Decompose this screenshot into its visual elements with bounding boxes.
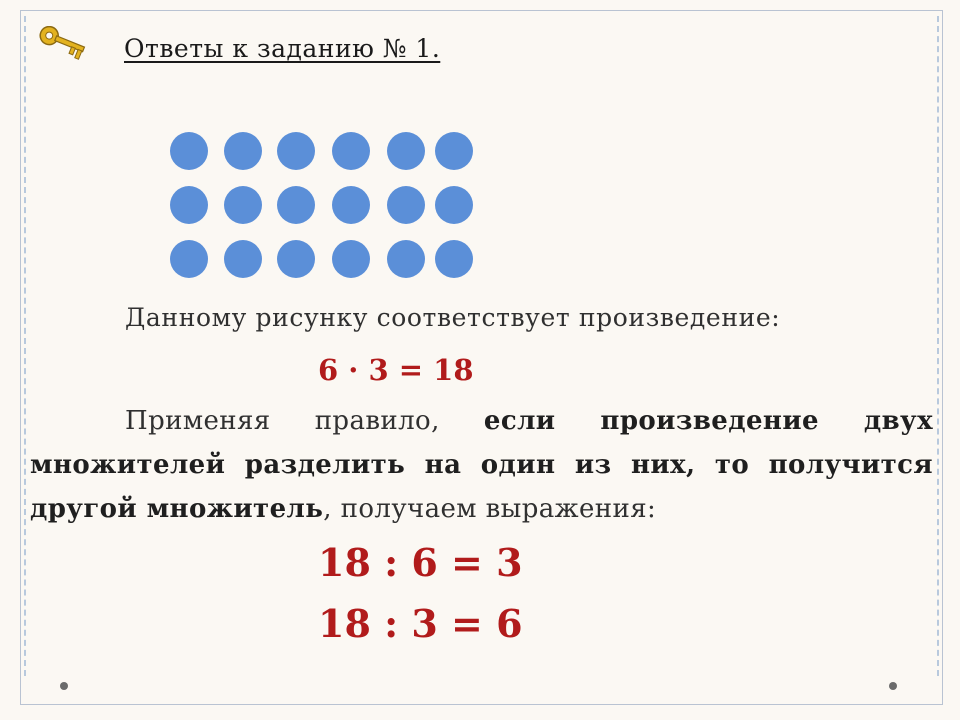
answer-expression-2: 18 : 3 = 6 — [318, 601, 523, 646]
left-dashed-border — [24, 16, 26, 676]
dot — [277, 186, 315, 224]
key-icon — [34, 26, 90, 62]
dot — [224, 240, 262, 278]
dot — [332, 240, 370, 278]
dot — [332, 132, 370, 170]
paragraph-tail: , получаем выражения: — [323, 494, 657, 524]
dot — [170, 240, 208, 278]
page-title: Ответы к заданию № 1. — [124, 34, 441, 63]
dot — [277, 132, 315, 170]
paragraph-rule: если произведение двух множителей разделить на один из них, то получится другой множитель — [30, 406, 934, 524]
dot — [387, 240, 425, 278]
right-dashed-border — [937, 16, 939, 676]
answer-expression-1: 18 : 6 = 3 — [318, 540, 523, 585]
intro-text: Данному рисунку соответствует произведение: — [125, 303, 781, 332]
dot — [332, 186, 370, 224]
dot — [224, 132, 262, 170]
rule-paragraph — [30, 399, 933, 531]
dot — [435, 186, 473, 224]
dot — [224, 186, 262, 224]
dot — [277, 240, 315, 278]
corner-dot-left — [60, 682, 68, 690]
paragraph-lead: Применяя правило, — [125, 406, 484, 436]
product-expression: 6 · 3 = 18 — [318, 353, 474, 387]
dot — [387, 186, 425, 224]
dot — [170, 186, 208, 224]
dot — [387, 132, 425, 170]
dot — [170, 132, 208, 170]
dot — [435, 240, 473, 278]
corner-dot-right — [889, 682, 897, 690]
dot — [435, 132, 473, 170]
